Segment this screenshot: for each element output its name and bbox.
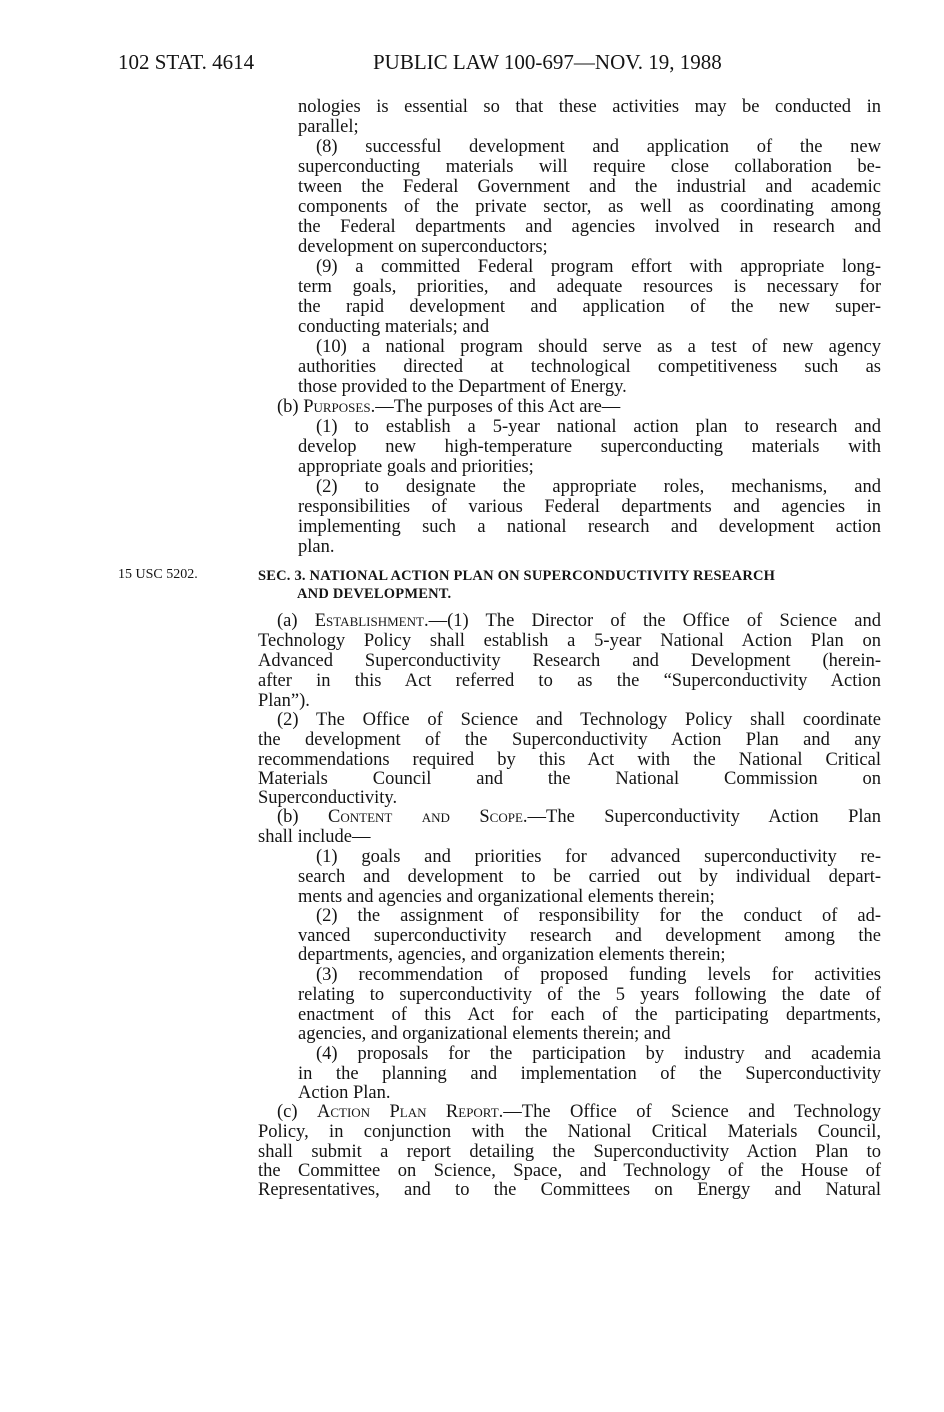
text-line: in the planning and implementation of the Superconductivity	[298, 1064, 881, 1084]
text-line: nologies is essential so that these activities may be conducted in	[298, 97, 881, 117]
text-line: Policy, in conjunction with the National Critical Materials Council,	[258, 1122, 881, 1142]
text-line: the development of the Superconductivity Action Plan and any	[258, 730, 881, 750]
text-line: the Federal departments and agencies involved in research and	[298, 217, 881, 237]
purposes-heading: (b) Purposes.—The purposes of this Act are—	[277, 397, 621, 417]
running-title: PUBLIC LAW 100-697—NOV. 19, 1988	[373, 50, 722, 74]
text-line: enactment of this Act for each of the participating departments,	[298, 1005, 881, 1025]
text-line: shall include—	[258, 827, 371, 847]
margin-citation: 15 USC 5202.	[118, 567, 198, 582]
text-line: superconducting materials will require close collaboration be-	[298, 157, 881, 177]
text-line: departments, agencies, and organization elements therein;	[298, 945, 726, 965]
text-line: Materials Council and the National Commission on	[258, 769, 881, 789]
text-line: (10) a national program should serve as a test of new agency	[316, 337, 881, 357]
text-line: the Committee on Science, Space, and Technology of the House of	[258, 1161, 881, 1181]
text-line: tween the Federal Government and the industrial and academic	[298, 177, 881, 197]
text-line: (4) proposals for the participation by industry and academia	[316, 1044, 881, 1064]
text-line: appropriate goals and priorities;	[298, 457, 534, 477]
text-line: agencies, and organizational elements therein; and	[298, 1024, 671, 1044]
text-line: responsibilities of various Federal departments and agencies in	[298, 497, 881, 517]
text-line: Plan”).	[258, 691, 310, 711]
text-line: implementing such a national research and development action	[298, 517, 881, 537]
section-heading-line: SEC. 3. NATIONAL ACTION PLAN ON SUPERCONDUCTIVITY RESEARCH	[258, 568, 776, 584]
text-line: conducting materials; and	[298, 317, 490, 337]
text-line: parallel;	[298, 117, 359, 137]
text-line: authorities directed at technological competitiveness such as	[298, 357, 881, 377]
text-line: plan.	[298, 537, 335, 557]
text-line: components of the private sector, as well as coordinating among	[298, 197, 881, 217]
text-line: Advanced Superconductivity Research and Development (herein-	[258, 651, 881, 671]
text-line: ments and agencies and organizational elements therein;	[298, 887, 715, 907]
text-line: Superconductivity.	[258, 788, 398, 808]
text-line: (2) the assignment of responsibility for the conduct of ad-	[316, 906, 881, 926]
text-line: term goals, priorities, and adequate resources is necessary for	[298, 277, 881, 297]
action-plan-report-heading: (c) Action Plan Report.—The Office of Science and Technology	[277, 1102, 881, 1122]
text-line: vanced superconductivity research and development among the	[298, 926, 881, 946]
text-line: search and development to be carried out by individual depart-	[298, 867, 881, 887]
text-line: (9) a committed Federal program effort with appropriate long-	[316, 257, 881, 277]
text-line: shall submit a report detailing the Superconductivity Action Plan to	[258, 1142, 881, 1162]
text-line: (2) The Office of Science and Technology Policy shall coordinate	[277, 710, 881, 730]
text-line: (3) recommendation of proposed funding levels for activities	[316, 965, 881, 985]
content-scope-heading: (b) Content and Scope.—The Superconductivity Action Plan	[277, 807, 881, 827]
text-line: (1) goals and priorities for advanced superconductivity re-	[316, 847, 881, 867]
text-line: Representatives, and to the Committees on Energy and Natural	[258, 1180, 881, 1200]
text-line: those provided to the Department of Energy.	[298, 377, 627, 397]
text-line: (1) to establish a 5-year national action plan to research and	[316, 417, 881, 437]
text-line: (2) to designate the appropriate roles, mechanisms, and	[316, 477, 881, 497]
text-line: Action Plan.	[298, 1083, 391, 1103]
section-heading-line: AND DEVELOPMENT.	[297, 586, 452, 602]
text-line: after in this Act referred to as the “Superconductivity Action	[258, 671, 881, 691]
stat-page-number: 102 STAT. 4614	[118, 50, 255, 74]
text-line: the rapid development and application of the new super-	[298, 297, 881, 317]
text-line: develop new high-temperature superconducting materials with	[298, 437, 881, 457]
text-line: Technology Policy shall establish a 5-year National Action Plan on	[258, 631, 881, 651]
text-line: (8) successful development and application of the new	[316, 137, 881, 157]
establishment-heading: (a) Establishment.—(1) The Director of the Office of Science and	[277, 611, 881, 631]
text-line: recommendations required by this Act with the National Critical	[258, 750, 881, 770]
text-line: development on superconductors;	[298, 237, 548, 257]
text-line: relating to superconductivity of the 5 years following the date of	[298, 985, 881, 1005]
